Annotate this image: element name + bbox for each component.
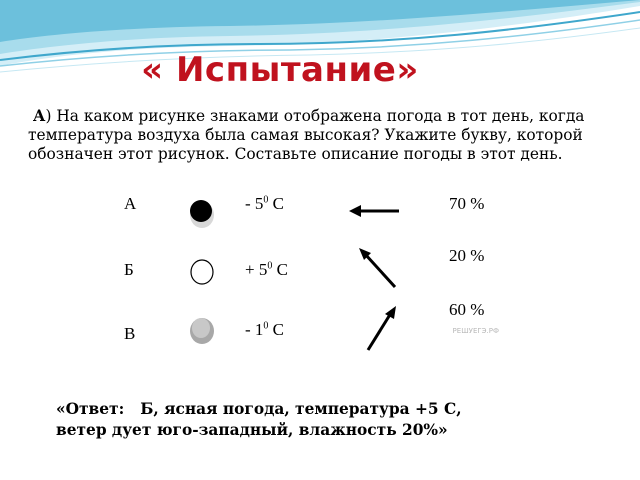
humidity-a: 70 % bbox=[449, 194, 485, 213]
temperature-c: - $1^0$ С bbox=[245, 320, 285, 339]
row-letter-a: А bbox=[124, 194, 137, 213]
arrow-up-left-icon bbox=[357, 246, 399, 290]
question-text bbox=[28, 107, 628, 164]
weather-figure bbox=[113, 180, 503, 360]
humidity-b: 20 % bbox=[449, 246, 485, 265]
cloudy-icon bbox=[189, 315, 217, 347]
temperature-b: + $5^0$ С bbox=[245, 260, 288, 279]
temperature-a: - $5^0$ С bbox=[245, 194, 285, 213]
answer-line2: ветер дует юго-западный, влажность 20%» bbox=[56, 421, 448, 439]
question-body: ) На каком рисунке знаками отображена погода в тот день, когда температура воздуха была самая высокая? Укажите букву, которой обозначен этот рисунок. Составьте описание погоды в этот день. bbox=[28, 107, 585, 163]
row-letter-c: В bbox=[124, 324, 136, 343]
answer-label: «Ответ: bbox=[56, 400, 125, 418]
arrow-left-icon bbox=[349, 204, 401, 218]
arrow-up-right-icon bbox=[365, 304, 399, 352]
answer-text bbox=[56, 399, 616, 441]
watermark: РЕШУЕГЭ.РФ bbox=[452, 327, 499, 335]
question-letter: А bbox=[32, 107, 46, 125]
overcast-icon bbox=[188, 196, 218, 230]
answer-line1: Б, ясная погода, температура +5 С, bbox=[140, 400, 462, 418]
humidity-c: 60 % bbox=[449, 300, 485, 319]
clear-sky-icon bbox=[189, 258, 215, 286]
row-letter-b: Б bbox=[124, 260, 134, 279]
page-title: « Испытание» bbox=[141, 50, 419, 90]
